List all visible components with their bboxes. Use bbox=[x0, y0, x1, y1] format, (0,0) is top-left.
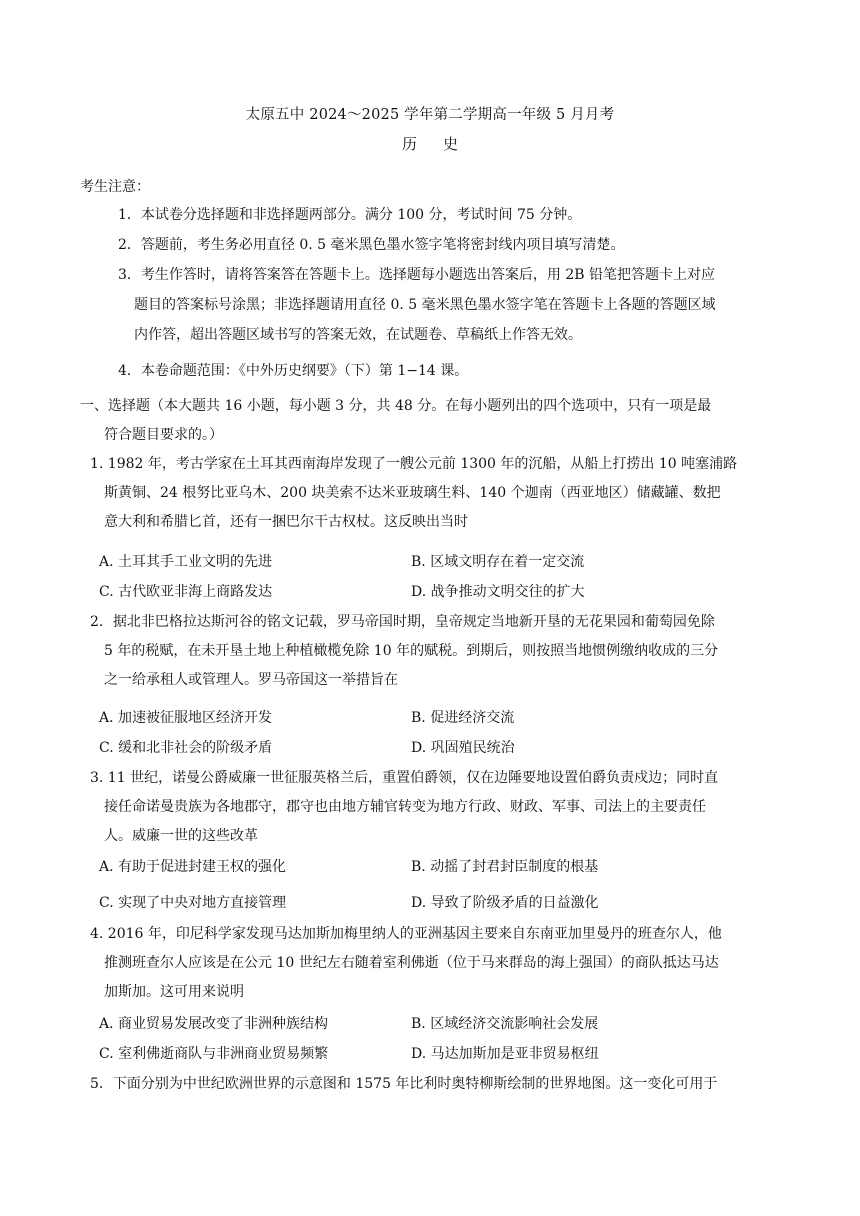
question-4-line-1: 4. 2016 年，印尼科学家发现马达加斯加梅里纳人的亚洲基因主要来自东南亚加里曼丹的班查尔人，他 bbox=[90, 926, 722, 942]
notice-item-4: 4．本卷命题范围：《中外历史纲要》（下）第 1−14 课。 bbox=[118, 363, 469, 379]
question-1-option-d: D. 战争推动文明交往的扩大 bbox=[411, 584, 585, 600]
question-4-option-a: A. 商业贸易发展改变了非洲种族结构 bbox=[99, 1016, 329, 1032]
question-2-line-2: 5 年的税赋，在未开垦土地上种植橄榄免除 10 年的赋税。到期后，则按照当地惯例缴纳收成的三分 bbox=[104, 643, 719, 659]
question-4-option-b: B. 区域经济交流影响社会发展 bbox=[411, 1016, 599, 1032]
question-3-line-3: 人。威廉一世的这些改革 bbox=[104, 828, 258, 844]
question-1-line-2: 斯黄铜、24 根努比亚乌木、200 块美索不达米亚玻璃生料、140 个迦南（西亚地区）储藏罐、数把 bbox=[104, 485, 721, 501]
section-heading-line-2: 符合题目要求的。） bbox=[104, 427, 223, 443]
notice-heading: 考生注意： bbox=[80, 179, 150, 195]
notice-item-3: 3．考生作答时，请将答案答在答题卡上。选择题每小题选出答案后，用 2B 铅笔把答题卡上对应 bbox=[118, 267, 716, 283]
exam-subject: 历史 bbox=[401, 135, 484, 153]
notice-item-3-line-2: 题目的答案标号涂黑；非选择题请用直径 0. 5 毫米黑色墨水签字笔在答题卡上各题的答题区域 bbox=[134, 297, 716, 313]
exam-title: 太原五中 2024～2025 学年第二学期高一年级 5 月月考 bbox=[245, 107, 615, 123]
question-4-option-c: C. 室利佛逝商队与非洲商业贸易频繁 bbox=[99, 1046, 329, 1062]
question-3-line-1: 3. 11 世纪，诺曼公爵威廉一世征服英格兰后，重置伯爵领，仅在边陲要地设置伯爵负责戍边；同时直 bbox=[90, 770, 719, 786]
question-2-line-3: 之一给承租人或管理人。罗马帝国这一举措旨在 bbox=[104, 672, 398, 688]
question-3-line-2: 接任命诺曼贵族为各地郡守，郡守也由地方辅官转变为地方行政、财政、军事、司法上的主要责任 bbox=[104, 799, 706, 815]
question-1-option-b: B. 区域文明存在着一定交流 bbox=[411, 554, 585, 570]
question-2-option-c: C. 缓和北非社会的阶级矛盾 bbox=[99, 740, 273, 756]
notice-item-1: 1．本试卷分选择题和非选择题两部分。满分 100 分，考试时间 75 分钟。 bbox=[118, 207, 582, 223]
question-3-option-a: A. 有助于促进封建王权的强化 bbox=[99, 859, 287, 875]
question-2-option-a: A. 加速被征服地区经济开发 bbox=[99, 710, 273, 726]
question-1-line-1: 1. 1982 年，考古学家在土耳其西南海岸发现了一艘公元前 1300 年的沉船，从船上打捞出 10 吨塞浦路 bbox=[90, 456, 738, 472]
question-2-line-1: 2．据北非巴格拉达斯河谷的铭文记载，罗马帝国时期，皇帝规定当地新开垦的无花果园和葡萄园免除 bbox=[90, 614, 715, 630]
question-4-line-2: 推测班查尔人应该是在公元 10 世纪左右随着室利佛逝（位于马来群岛的海上强国）的商队抵达马达 bbox=[104, 955, 719, 971]
question-1-option-c: C. 古代欧亚非海上商路发达 bbox=[99, 584, 273, 600]
question-1-line-3: 意大利和希腊匕首，还有一捆巴尔干古权杖。这反映出当时 bbox=[104, 514, 468, 530]
section-heading: 一、选择题（本大题共 16 小题，每小题 3 分，共 48 分。在每小题列出的四个选项中，只有一项是最 bbox=[80, 398, 712, 414]
question-2-option-d: D. 巩固殖民统治 bbox=[411, 740, 515, 756]
question-4-option-d: D. 马达加斯加是亚非贸易枢纽 bbox=[411, 1046, 599, 1062]
question-3-option-c: C. 实现了中央对地方直接管理 bbox=[99, 895, 287, 911]
question-5-line-1: 5．下面分别为中世纪欧洲世界的示意图和 1575 年比利时奥特柳斯绘制的世界地图。这一变化可用于 bbox=[90, 1076, 718, 1092]
question-2-option-b: B. 促进经济交流 bbox=[411, 710, 515, 726]
notice-item-2: 2．答题前，考生务必用直径 0. 5 毫米黑色墨水签字笔将密封线内项目填写清楚。 bbox=[118, 237, 625, 253]
question-1-option-a: A. 土耳其手工业文明的先进 bbox=[99, 554, 273, 570]
question-3-option-d: D. 导致了阶级矛盾的日益激化 bbox=[411, 895, 599, 911]
notice-item-3-line-3: 内作答，超出答题区域书写的答案无效，在试题卷、草稿纸上作答无效。 bbox=[134, 327, 582, 343]
question-3-option-b: B. 动摇了封君封臣制度的根基 bbox=[411, 859, 599, 875]
question-4-line-3: 加斯加。这可用来说明 bbox=[104, 984, 244, 1000]
